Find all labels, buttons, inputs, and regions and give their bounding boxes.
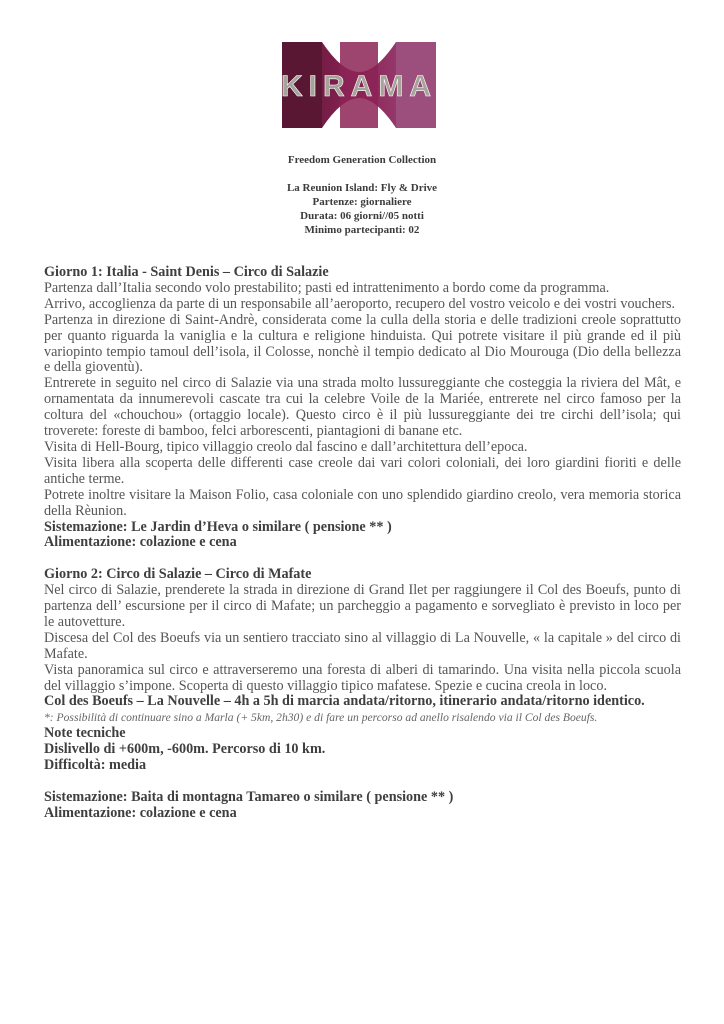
day1-accommodation: Sistemazione: Le Jardin d’Heva o similare ( pensione ** ) xyxy=(44,518,392,535)
trip-title: La Reunion Island: Fly & Drive xyxy=(286,182,438,194)
departures: Partenze: giornaliere xyxy=(312,196,412,208)
collection-name: Freedom Generation Collection xyxy=(287,154,437,166)
day2-paragraph: Vista panoramica sul circo e attraverseremo una foresta di alberi di tamarindo. Una visita nella piccola scuola del villaggio s’impone. Scoperta di questo villaggio tipico mafatese. Spezie e cucina creola in loco. xyxy=(44,661,681,694)
day2-title: Giorno 2: Circo di Salazie – Circo di Mafate xyxy=(44,566,312,583)
technical-notes-title: Note tecniche xyxy=(44,725,126,742)
day2-paragraph: Discesa del Col des Boeufs via un sentiero tracciato sino al villaggio di La Nouvelle, « la capitale » del circo di Mafate. xyxy=(44,629,681,662)
day1-paragraph: Entrerete in seguito nel circo di Salazie via una strada molto lussureggiante che costeggia la riviera del Mât, e ornamentata da innumerevoli cascate tra cui la celebre Voile de la Mariée, entrerete nel circo famoso per la coltura del «chouchou» (ortaggio locale). Questo circo è il più lussureggiante dei tre circhi dell’isola; qui troverete: foreste di bamboo, felci arborescenti, piantagioni di banane etc. xyxy=(44,375,681,440)
elevation: Dislivello di +600m, -600m. Percorso di 10 km. xyxy=(44,741,326,758)
day1-meals: Alimentazione: colazione e cena xyxy=(44,534,237,551)
day2-accommodation: Sistemazione: Baita di montagna Tamareo o similare ( pensione ** ) xyxy=(44,788,454,805)
logo-text: KIRAMA xyxy=(281,70,437,103)
itinerary-body xyxy=(44,265,681,822)
day1-paragraph: Partenza dall’Italia secondo volo prestabilito; pasti ed intrattenimento a bordo come da programma. xyxy=(44,279,610,296)
kirama-logo xyxy=(252,42,466,128)
day1-paragraph: Potrete inoltre visitare la Maison Folio, casa coloniale con uno splendido giardino creolo, vera memoria storica della Rèunion. xyxy=(44,486,681,519)
day1-paragraph: Arrivo, accoglienza da parte di un responsabile all’aeroporto, recupero del vostro veicolo e dei vostri vouchers. xyxy=(44,295,676,312)
day2-italic-note: *: Possibilità di continuare sino a Marla (+ 5km, 2h30) e di fare un percorso ad anello risalendo via il Col des Boeufs. xyxy=(44,711,598,725)
day1-paragraph: Visita di Hell-Bourg, tipico villaggio creolo dal fascino e dall’architettura dell’epoca. xyxy=(44,438,528,455)
min-participants: Minimo partecipanti: 02 xyxy=(304,224,420,236)
document-header xyxy=(0,153,724,237)
day2-meals: Alimentazione: colazione e cena xyxy=(44,804,237,821)
day1-title: Giorno 1: Italia - Saint Denis – Circo di Salazie xyxy=(44,264,329,280)
duration: Durata: 06 giorni//05 notti xyxy=(300,210,424,222)
day1-paragraph: Visita libera alla scoperta delle differenti case creole dai vari colori coloniali, dei loro giardini fioriti e delle antiche terme. xyxy=(44,454,681,487)
day2-trek: Col des Boeufs – La Nouvelle – 4h a 5h di marcia andata/ritorno, itinerario andata/ritorno identico. xyxy=(44,693,645,710)
difficulty: Difficoltà: media xyxy=(44,757,147,774)
day1-paragraph: Partenza in direzione di Saint-Andrè, considerata come la culla della storia e delle tradizioni creole soprattutto per quanto riguarda la vaniglia e la cultura e religione hinduista. Qui potrete visitare il più grande ed il più variopinto tempio tamoul dell’isola, il Colosse, nonchè il tempio dedicato al Dio Mourouga (Dio della bellezza e della gioventù). xyxy=(44,311,681,376)
day2-paragraph: Nel circo di Salazie, prenderete la strada in direzione di Grand Ilet per raggiungere il Col des Boeufs, punto di partenza dell’ escursione per il circo di Mafate; un parcheggio a pagamento e sorvegliato è previsto in loco per le autovetture. xyxy=(44,582,681,630)
